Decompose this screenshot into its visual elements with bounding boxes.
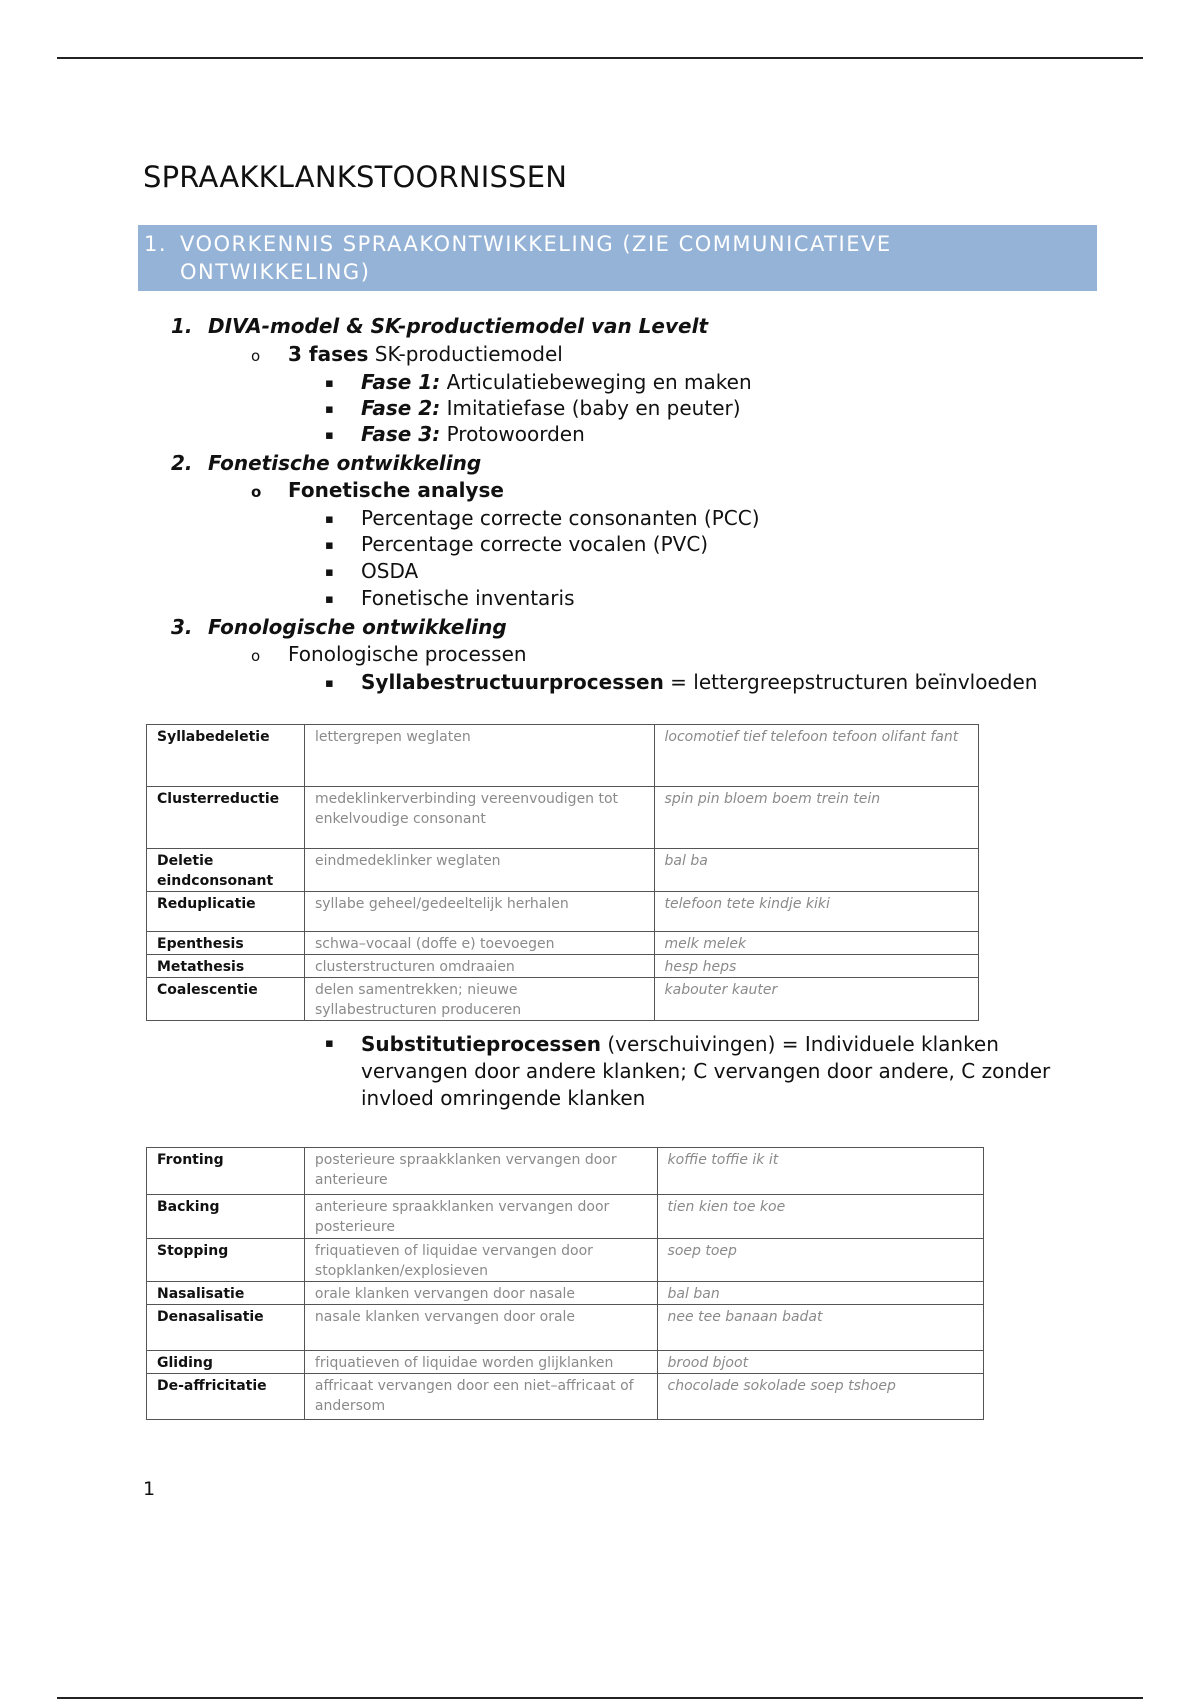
term-cell: Metathesis <box>147 955 305 978</box>
pvc-item <box>325 531 708 559</box>
example-cell: koffie toffie ik it <box>657 1148 983 1195</box>
header-rule <box>57 57 1143 59</box>
sub-text: Fonologische processen <box>288 642 527 666</box>
pcc-item <box>325 505 760 533</box>
item-number: 3. <box>171 615 193 639</box>
table-row <box>147 849 979 892</box>
item-text: (verschuivingen) = Individuele klanken vervangen door andere klanken; C vervangen door andere, C zonder invloed omringende klanken <box>361 1032 1051 1110</box>
table-row <box>147 1374 984 1420</box>
substitutie-paragraph <box>361 1031 1101 1112</box>
square-bullet-icon: ▪ <box>325 1036 334 1051</box>
example-cell: hesp heps <box>654 955 978 978</box>
table-row <box>147 1195 984 1239</box>
table-row <box>147 1239 984 1282</box>
description-cell: eindmedeklinker weglaten <box>304 849 654 892</box>
outline-sub-fonologische-processen <box>251 641 527 669</box>
square-bullet-icon: ▪ <box>325 376 334 391</box>
outline-item-1 <box>171 313 708 339</box>
example-cell: bal ban <box>657 1282 983 1305</box>
description-cell: orale klanken vervangen door nasale <box>304 1282 657 1305</box>
fase-1-item <box>325 369 752 397</box>
circle-bullet: o <box>251 647 261 665</box>
example-cell: chocolade sokolade soep tshoep <box>657 1374 983 1420</box>
table-row <box>147 1282 984 1305</box>
term-cell: Epenthesis <box>147 932 305 955</box>
description-cell: syllabe geheel/gedeeltelijk herhalen <box>304 892 654 932</box>
fase-label: Fase 2: <box>361 396 441 420</box>
description-cell: delen samentrekken; nieuwe syllabestructuren produceren <box>304 978 654 1021</box>
square-bullet-icon: ▪ <box>325 676 334 691</box>
syllabe-processes-table <box>146 724 979 1021</box>
item-title: Fonologische ontwikkeling <box>208 615 507 639</box>
table-row <box>147 725 979 787</box>
item-text: OSDA <box>361 559 419 583</box>
square-bullet-icon: ▪ <box>325 402 334 417</box>
example-cell: telefoon tete kindje kiki <box>654 892 978 932</box>
item-number: 2. <box>171 451 193 475</box>
term-cell: Deletie eindconsonant <box>147 849 305 892</box>
circle-bullet: o <box>251 483 262 501</box>
example-cell: locomotief tief telefoon tefoon olifant fant <box>654 725 978 787</box>
term-cell: Coalescentie <box>147 978 305 1021</box>
table-row <box>147 892 979 932</box>
term-cell: Stopping <box>147 1239 305 1282</box>
section-heading <box>138 225 1097 291</box>
example-cell: brood bjoot <box>657 1351 983 1374</box>
term-cell: Clusterreductie <box>147 787 305 849</box>
example-cell: bal ba <box>654 849 978 892</box>
page-title: SPRAAKKLANKSTOORNISSEN <box>143 160 568 194</box>
table-row <box>147 1305 984 1351</box>
item-bold: Substitutieprocessen <box>361 1032 602 1056</box>
table-row <box>147 932 979 955</box>
description-cell: affricaat vervangen door een niet–affricaat of andersom <box>304 1374 657 1420</box>
example-cell: tien kien toe koe <box>657 1195 983 1239</box>
description-cell: anterieure spraakklanken vervangen door posterieure <box>304 1195 657 1239</box>
description-cell: clusterstructuren omdraaien <box>304 955 654 978</box>
term-cell: Gliding <box>147 1351 305 1374</box>
term-cell: Syllabedeletie <box>147 725 305 787</box>
description-cell: nasale klanken vervangen door orale <box>304 1305 657 1351</box>
square-bullet-icon: ▪ <box>325 512 334 527</box>
circle-bullet: o <box>251 347 261 365</box>
square-bullet-icon: ▪ <box>325 565 334 580</box>
fase-text: Protowoorden <box>440 422 585 446</box>
table-row <box>147 1351 984 1374</box>
term-cell: Reduplicatie <box>147 892 305 932</box>
item-number: 1. <box>171 314 193 338</box>
sub-bold: Fonetische analyse <box>288 478 504 502</box>
description-cell: medeklinkerverbinding vereenvoudigen tot enkelvoudige consonant <box>304 787 654 849</box>
fase-2-item <box>325 395 741 423</box>
term-cell: Backing <box>147 1195 305 1239</box>
fase-text: Articulatiebeweging en maken <box>440 370 752 394</box>
example-cell: spin pin bloem boem trein tein <box>654 787 978 849</box>
outline-item-3 <box>171 614 507 640</box>
square-bullet-icon: ▪ <box>325 428 334 443</box>
description-cell: lettergrepen weglaten <box>304 725 654 787</box>
fase-text: Imitatiefase (baby en peuter) <box>440 396 741 420</box>
section-number: 1. <box>144 232 168 256</box>
outline-sub-fonetische-analyse <box>251 477 504 505</box>
item-text: = lettergreepstructuren beïnvloeden <box>663 670 1038 694</box>
item-title: Fonetische ontwikkeling <box>208 451 482 475</box>
item-text: Percentage correcte vocalen (PVC) <box>361 532 709 556</box>
item-text: Percentage correcte consonanten (PCC) <box>361 506 760 530</box>
square-bullet-icon: ▪ <box>325 592 334 607</box>
description-cell: posterieure spraakklanken vervangen door anterieure <box>304 1148 657 1195</box>
example-cell: kabouter kauter <box>654 978 978 1021</box>
fase-label: Fase 3: <box>361 422 441 446</box>
fase-label: Fase 1: <box>361 370 441 394</box>
osda-item <box>325 558 418 586</box>
syllabe-item <box>325 669 1037 697</box>
term-cell: De-affricitatie <box>147 1374 305 1420</box>
outline-sub-fases <box>251 341 563 369</box>
substitution-processes-table <box>146 1147 984 1420</box>
sub-bold: 3 fases <box>288 342 369 366</box>
fase-3-item <box>325 421 585 449</box>
term-cell: Fronting <box>147 1148 305 1195</box>
table-row <box>147 978 979 1021</box>
square-bullet-icon: ▪ <box>325 538 334 553</box>
example-cell: melk melek <box>654 932 978 955</box>
description-cell: friquatieven of liquidae vervangen door stopklanken/explosieven <box>304 1239 657 1282</box>
table-row <box>147 787 979 849</box>
table-row <box>147 955 979 978</box>
table-row <box>147 1148 984 1195</box>
description-cell: schwa–vocaal (doffe e) toevoegen <box>304 932 654 955</box>
item-text: Fonetische inventaris <box>361 586 575 610</box>
page-number: 1 <box>143 1478 156 1500</box>
term-cell: Nasalisatie <box>147 1282 305 1305</box>
example-cell: nee tee banaan badat <box>657 1305 983 1351</box>
description-cell: friquatieven of liquidae worden glijklanken <box>304 1351 657 1374</box>
footer-rule <box>57 1697 1143 1699</box>
term-cell: Denasalisatie <box>147 1305 305 1351</box>
inventaris-item <box>325 585 575 613</box>
sub-rest: SK-productiemodel <box>368 342 563 366</box>
outline-item-2 <box>171 450 481 476</box>
item-title: DIVA-model & SK-productiemodel van Levelt <box>208 314 709 338</box>
item-bold: Syllabestructuurprocessen <box>361 670 664 694</box>
example-cell: soep toep <box>657 1239 983 1282</box>
section-title: VOORKENNIS SPRAAKONTWIKKELING (ZIE COMMUNICATIEVE ONTWIKKELING) <box>180 232 892 284</box>
